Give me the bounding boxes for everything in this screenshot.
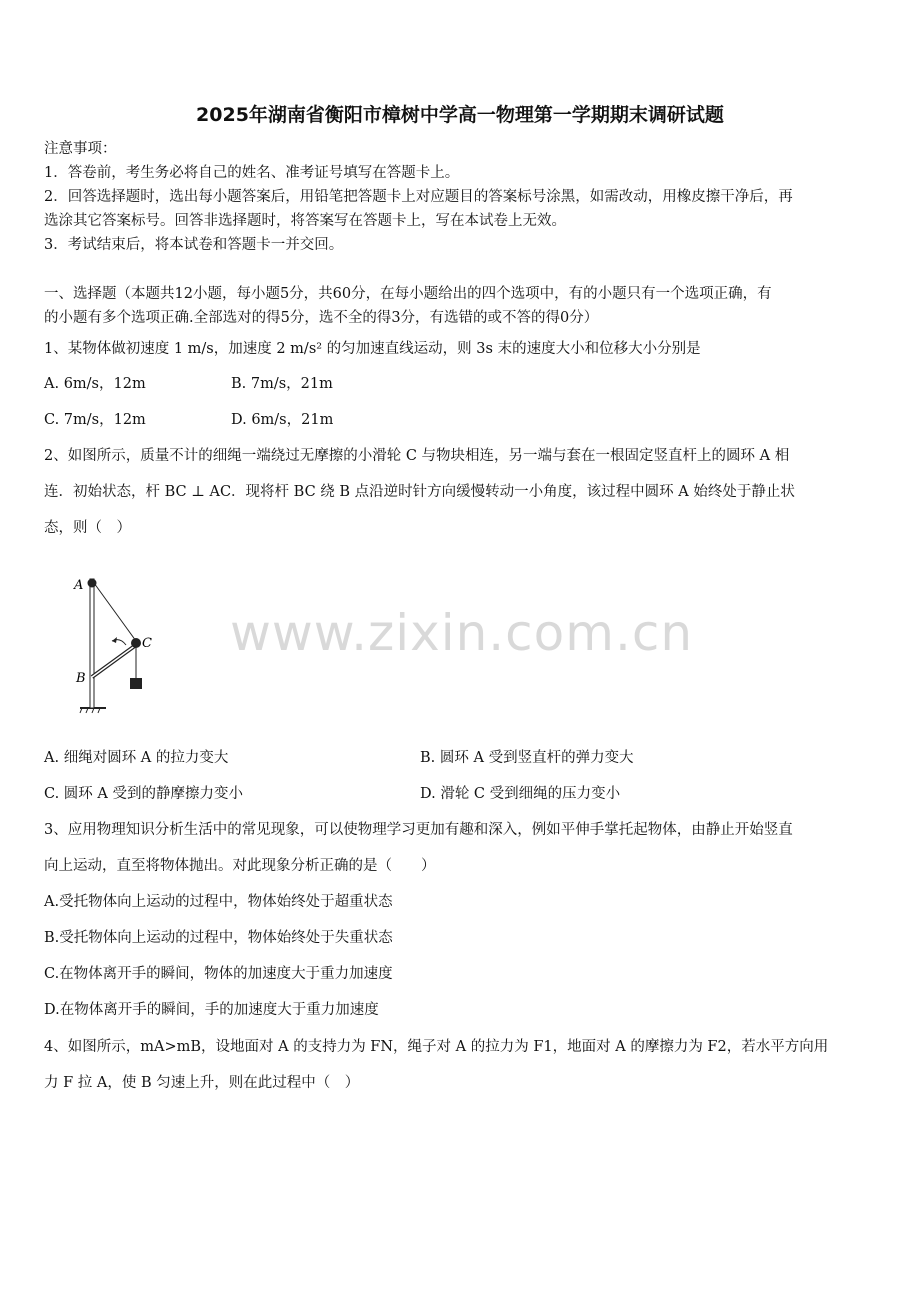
figure-label-b: B	[76, 671, 86, 686]
q1-option-d: D. 6m/s，21m	[231, 412, 334, 428]
q3-option-b: B.受托物体向上运动的过程中，物体始终处于失重状态	[44, 930, 393, 946]
question-3-stem: 3、应用物理知识分析生活中的常见现象，可以使物理学习更加有趣和深入，例如平伸手掌托起物体，由静止开始竖直	[44, 822, 793, 838]
q3-option-d: D.在物体离开手的瞬间，手的加速度大于重力加速度	[44, 1002, 379, 1018]
q2-option-a: A. 细绳对圆环 A 的拉力变大	[44, 750, 229, 766]
watermark: www.zixin.com.cn	[230, 604, 694, 662]
note-item: 1．答卷前，考生务必将自己的姓名、准考证号填写在答题卡上。	[44, 165, 460, 181]
question-2-stem-end: 态，则（ ）	[44, 520, 131, 536]
q3-option-a: A.受托物体向上运动的过程中，物体始终处于超重状态	[44, 894, 393, 910]
q1-option-a: A. 6m/s，12m	[44, 376, 146, 392]
note-item: 选涂其它答案标号。回答非选择题时，将答案写在答题卡上，写在本试卷上无效。	[44, 213, 566, 229]
q1-option-b: B. 7m/s，21m	[231, 376, 333, 392]
question-2-stem-cont: 连．初始状态，杆 BC ⊥ AC．现将杆 BC 绕 B 点沿逆时针方向缓慢转动一小角度，该过程中圆环 A 始终处于静止状	[44, 484, 795, 500]
question-4-stem-cont: 力 F 拉 A，使 B 匀速上升，则在此过程中（ ）	[44, 1075, 360, 1091]
pulley-rod-figure	[70, 565, 180, 715]
note-item: 2．回答选择题时，选出每小题答案后，用铅笔把答题卡上对应题目的答案标号涂黑，如需改动，用橡皮擦干净后，再	[44, 189, 793, 205]
notes-heading: 注意事项：	[44, 141, 117, 157]
question-1-stem: 1、某物体做初速度 1 m/s，加速度 2 m/s² 的匀加速直线运动，则 3s 末的速度大小和位移大小分别是	[44, 341, 701, 357]
q3-option-c: C.在物体离开手的瞬间，物体的加速度大于重力加速度	[44, 966, 393, 982]
question-3-stem-cont: 向上运动，直至将物体抛出。对此现象分析正确的是（ ）	[44, 858, 436, 874]
section-header: 一、选择题（本题共12小题，每小题5分，共60分，在每小题给出的四个选项中，有的小题只有一个选项正确，有	[44, 286, 772, 302]
page-title: 2025年湖南省衡阳市樟树中学高一物理第一学期期末调研试题	[196, 104, 724, 126]
q2-option-b: B. 圆环 A 受到竖直杆的弹力变大	[420, 750, 634, 766]
q1-option-c: C. 7m/s，12m	[44, 412, 146, 428]
question-4-stem: 4、如图所示，mA>mB，设地面对 A 的支持力为 FN，绳子对 A 的拉力为 F1，地面对 A 的摩擦力为 F2，若水平方向用	[44, 1039, 829, 1055]
section-header-cont: 的小题有多个选项正确.全部选对的得5分，选不全的得3分，有选错的或不答的得0分）	[44, 310, 599, 326]
note-item: 3．考试结束后，将本试卷和答题卡一并交回。	[44, 237, 344, 253]
q2-option-d: D. 滑轮 C 受到细绳的压力变小	[420, 786, 621, 802]
figure-label-a: A	[74, 578, 84, 593]
figure-label-c: C	[142, 636, 152, 651]
q2-option-c: C. 圆环 A 受到的静摩擦力变小	[44, 786, 243, 802]
question-2-stem: 2、如图所示，质量不计的细绳一端绕过无摩擦的小滑轮 C 与物块相连，另一端与套在一根固定竖直杆上的圆环 A 相	[44, 448, 790, 464]
